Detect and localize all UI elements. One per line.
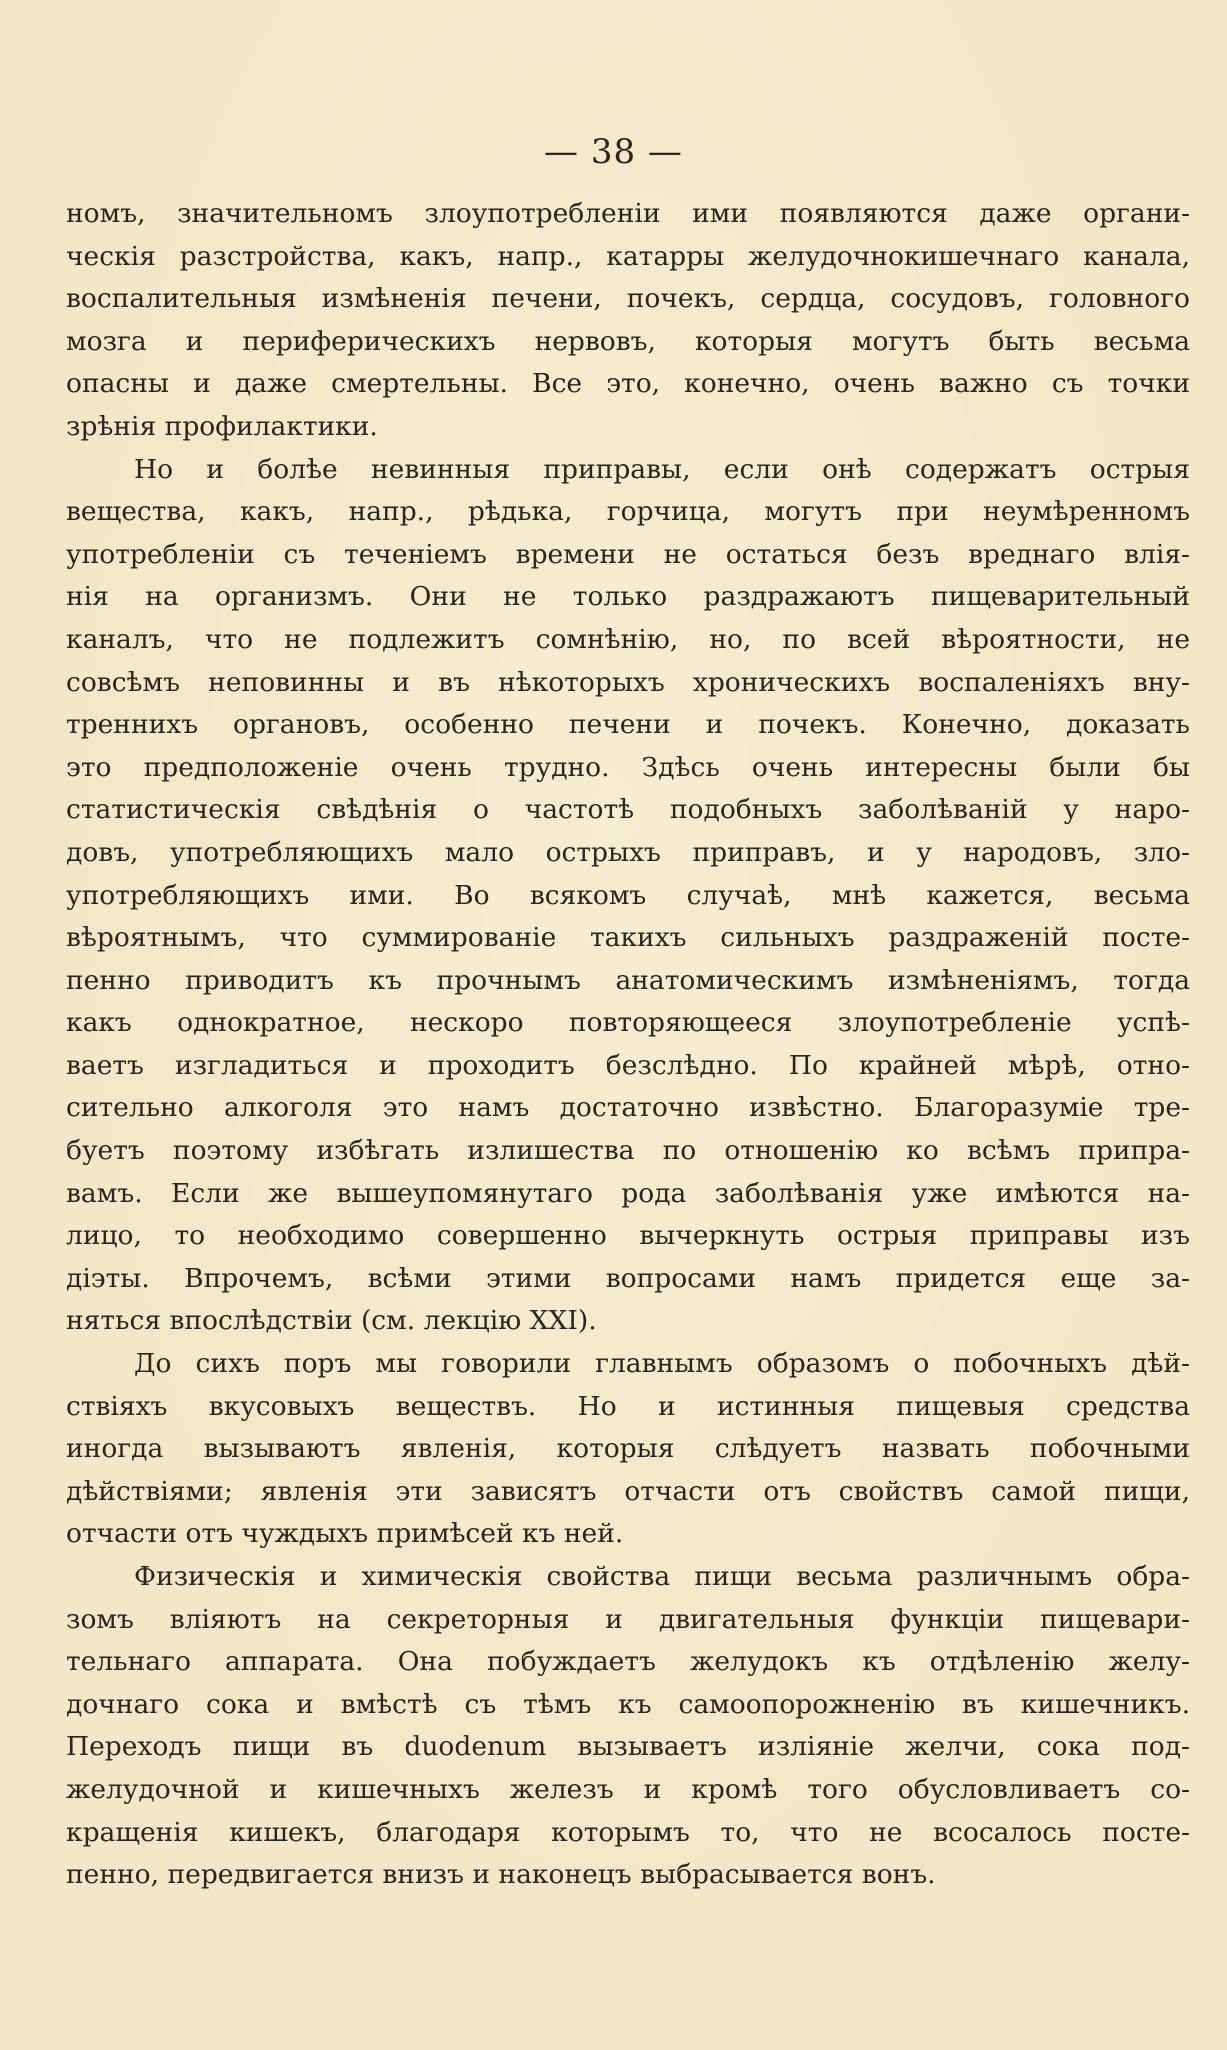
text-line: какъ однократное, нескоро повторяющееся злоупотребленіе успѣ- <box>66 1007 1190 1039</box>
text-line: зрѣнія профилактики. <box>66 410 378 442</box>
text-line: употребляющихъ ими. Во всякомъ случаѣ, мнѣ кажется, весьма <box>66 879 1190 911</box>
text-line: употребленіи съ теченіемъ времени не остаться безъ вреднаго влія- <box>66 538 1190 570</box>
text-line: ваетъ изгладиться и проходитъ безслѣдно. По крайней мѣрѣ, отно- <box>66 1049 1190 1081</box>
text-line: діэты. Впрочемъ, всѣми этими вопросами намъ придется еще за- <box>66 1262 1190 1294</box>
text-line: нія на организмъ. Они не только раздражаютъ пищеварительный <box>66 581 1190 613</box>
text-line: дѣйствіями; явленія эти зависятъ отчасти отъ свойствъ самой пищи, <box>66 1475 1190 1507</box>
text-line: кращенія кишекъ, благодаря которымъ то, что не всосалось посте- <box>66 1816 1190 1848</box>
text-line: Переходъ пищи въ duodenum вызываетъ изліяніе желчи, сока под- <box>66 1731 1190 1763</box>
text-line: сительно алкоголя это намъ достаточно извѣстно. Благоразуміе тре- <box>66 1092 1190 1124</box>
body-text <box>66 193 1190 1897</box>
text-line: вамъ. Если же вышеупомянутаго рода заболѣванія уже имѣются на- <box>66 1177 1190 1209</box>
text-line: лицо, то необходимо совершенно вычеркнуть острыя приправы изъ <box>66 1220 1190 1252</box>
text-line: зомъ вліяютъ на секреторныя и двигательныя функціи пищевари- <box>66 1603 1190 1635</box>
text-line: ствіяхъ вкусовыхъ веществъ. Но и истинныя пищевыя средства <box>66 1390 1190 1422</box>
text-line: мозга и периферическихъ нервовъ, которыя могутъ быть весьма <box>66 325 1190 357</box>
text-line: желудочной и кишечныхъ железъ и кромѣ того обусловливаетъ со- <box>66 1773 1190 1805</box>
text-line: пенно, передвигается внизъ и наконецъ выбрасывается вонъ. <box>66 1859 936 1891</box>
text-line: няться впослѣдствіи (см. лекцію XXI). <box>66 1305 597 1337</box>
text-line: каналъ, что не подлежитъ сомнѣнію, но, по всей вѣроятности, не <box>66 623 1190 655</box>
text-line: иногда вызываютъ явленія, которыя слѣдуетъ назвать побочными <box>66 1433 1190 1465</box>
text-line: ческія разстройства, какъ, напр., катарры желудочнокишечнаго канала, <box>66 240 1190 272</box>
page-number: — 38 — <box>544 132 683 172</box>
text-line: тельнаго аппарата. Она побуждаетъ желудокъ къ отдѣленію желу- <box>66 1646 1190 1678</box>
text-line: номъ, значительномъ злоупотребленіи ими появляются даже органи- <box>66 198 1190 229</box>
text-line: дочнаго сока и вмѣстѣ съ тѣмъ къ самоопорожненію въ кишечникъ. <box>66 1688 1190 1720</box>
text-line: довъ, употребляющихъ мало острыхъ приправъ, и у народовъ, зло- <box>66 836 1190 868</box>
text-line: статистическія свѣдѣнія о частотѣ подобныхъ заболѣваній у наро- <box>66 794 1190 826</box>
text-line: буетъ поэтому избѣгать излишества по отношенію ко всѣмъ припра- <box>66 1135 1190 1167</box>
text-line: вещества, какъ, напр., рѣдька, горчица, могутъ при неумѣренномъ <box>66 496 1190 528</box>
text-line: совсѣмъ неповинны и въ нѣкоторыхъ хроническихъ воспаленіяхъ вну- <box>66 666 1190 698</box>
text-line: это предположеніе очень трудно. Здѣсь очень интересны были бы <box>66 751 1190 783</box>
text-line: треннихъ органовъ, особенно печени и почекъ. Конечно, доказать <box>66 709 1190 741</box>
text-line: отчасти отъ чуждыхъ примѣсей къ ней. <box>66 1518 624 1550</box>
text-line: пенно приводитъ къ прочнымъ анатомическимъ измѣненіямъ, тогда <box>66 964 1190 996</box>
paragraph-first-line: До сихъ поръ мы говорили главнымъ образомъ о побочныхъ дѣй- <box>134 1348 1190 1380</box>
text-line: воспалительныя измѣненія печени, почекъ, сердца, сосудовъ, головного <box>66 283 1190 315</box>
text-line: вѣроятнымъ, что суммированіе такихъ сильныхъ раздраженій посте- <box>66 922 1190 954</box>
text-line: опасны и даже смертельны. Все это, конечно, очень важно съ точки <box>66 368 1190 400</box>
paragraph-first-line: Но и болѣе невинныя приправы, если онѣ содержатъ острыя <box>134 453 1190 485</box>
paragraph-first-line: Физическія и химическія свойства пищи весьма различнымъ обра- <box>134 1561 1190 1592</box>
